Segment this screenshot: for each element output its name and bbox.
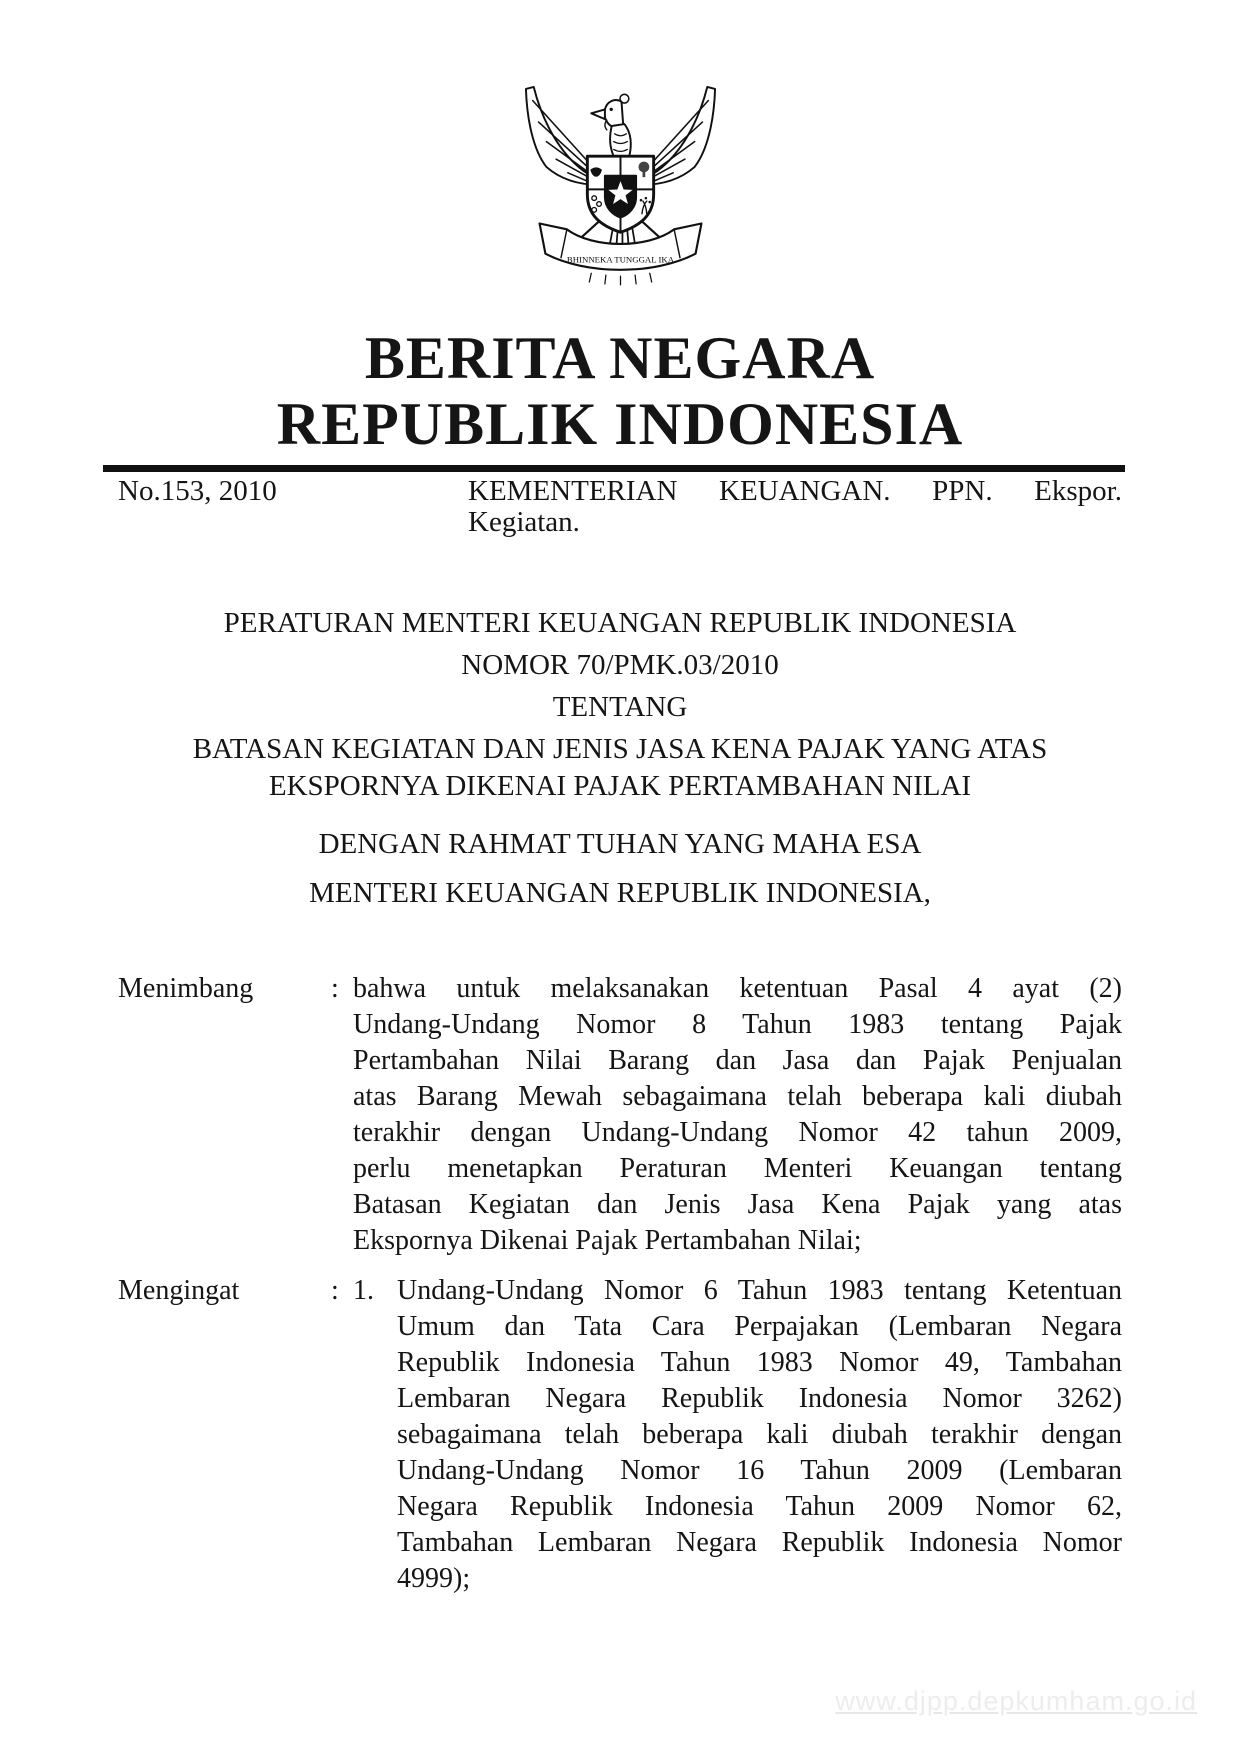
issue-number: No.153, 2010 xyxy=(118,475,277,507)
paragraph-line: atas Barang Mewah sebagaimana telah beberapa kali diubah xyxy=(353,1081,1122,1112)
gazette-title xyxy=(118,325,1122,457)
mengingat-colon: : xyxy=(331,1275,339,1306)
gazette-title-line1: BERITA NEGARA xyxy=(364,325,876,391)
paragraph-line: Tambahan Lembaran Negara Republik Indonesia Nomor xyxy=(397,1527,1122,1558)
menimbang-label: Menimbang xyxy=(118,973,254,1004)
page-content xyxy=(118,325,1122,1597)
garuda-pancasila-emblem xyxy=(523,79,718,289)
issuing-authority-line: MENTERI KEUANGAN REPUBLIK INDONESIA, xyxy=(309,877,931,909)
invocation-line: DENGAN RAHMAT TUHAN YANG MAHA ESA xyxy=(318,828,922,860)
mengingat-label: Mengingat xyxy=(118,1275,240,1306)
paragraph-line: perlu menetapkan Peraturan Menteri Keuangan tentang xyxy=(353,1153,1122,1184)
subject-keywords xyxy=(468,476,1122,538)
paragraph-line: 4999); xyxy=(397,1563,471,1594)
menimbang-colon: : xyxy=(331,973,339,1004)
paragraph-line: Republik Indonesia Tahun 1983 Nomor 49, Tambahan xyxy=(397,1347,1122,1378)
mengingat-item-paragraph xyxy=(397,1273,1122,1597)
paragraph-line: Undang-Undang Nomor 16 Tahun 2009 (Lembaran xyxy=(397,1455,1122,1486)
paragraph-line: Lembaran Negara Republik Indonesia Nomor 3262) xyxy=(397,1383,1122,1414)
list-item-number: 1. xyxy=(353,1275,374,1306)
paragraph-line: Umum dan Tata Cara Perpajakan (Lembaran Negara xyxy=(397,1311,1122,1342)
subject-line: Kegiatan. xyxy=(468,506,580,538)
masthead-divider xyxy=(103,465,1125,472)
menimbang-section xyxy=(118,971,1122,1259)
masthead-meta xyxy=(118,476,1122,538)
menimbang-paragraph xyxy=(353,971,1122,1259)
tentang-label: TENTANG xyxy=(552,691,688,723)
regulation-heading xyxy=(118,608,1122,908)
regulation-title: PERATURAN MENTERI KEUANGAN REPUBLIK INDONESIA xyxy=(223,607,1017,639)
pancasila-shield xyxy=(587,156,653,232)
paragraph-line: Batasan Kegiatan dan Jenis Jasa Kena Pajak yang atas xyxy=(353,1189,1122,1220)
gazette-title-line2: REPUBLIK INDONESIA xyxy=(276,391,964,457)
paragraph-line: Ekspornya Dikenai Pajak Pertambahan Nilai; xyxy=(353,1225,862,1256)
mengingat-section xyxy=(118,1273,1122,1597)
regulation-subject-line1: BATASAN KEGIATAN DAN JENIS JASA KENA PAJAK YANG ATAS xyxy=(192,733,1048,765)
paragraph-line: sebagaimana telah beberapa kali diubah terakhir dengan xyxy=(397,1419,1122,1450)
regulation-subject-line2: EKSPORNYA DIKENAI PAJAK PERTAMBAHAN NILAI xyxy=(268,770,972,802)
watermark-link[interactable]: www.djpp.depkumham.go.id xyxy=(835,1686,1197,1716)
garuda-pancasila-svg xyxy=(523,79,718,289)
paragraph-line: Negara Republik Indonesia Tahun 2009 Nomor 62, xyxy=(397,1491,1122,1522)
paragraph-line: bahwa untuk melaksanakan ketentuan Pasal 4 ayat (2) xyxy=(353,973,1122,1004)
paragraph-line: terakhir dengan Undang-Undang Nomor 42 tahun 2009, xyxy=(353,1117,1122,1148)
paragraph-line: Pertambahan Nilai Barang dan Jasa dan Pajak Penjualan xyxy=(353,1045,1122,1076)
paragraph-line: Undang-Undang Nomor 6 Tahun 1983 tentang Ketentuan xyxy=(397,1275,1122,1306)
neck xyxy=(610,124,631,156)
regulation-number: NOMOR 70/PMK.03/2010 xyxy=(461,649,779,681)
emblem-motto: BHINNEKA TUNGGAL IKA xyxy=(566,254,674,265)
subject-line: KEMENTERIAN KEUANGAN. PPN. Ekspor. xyxy=(468,475,1122,507)
paragraph-line: Undang-Undang Nomor 8 Tahun 1983 tentang Pajak xyxy=(353,1009,1122,1040)
